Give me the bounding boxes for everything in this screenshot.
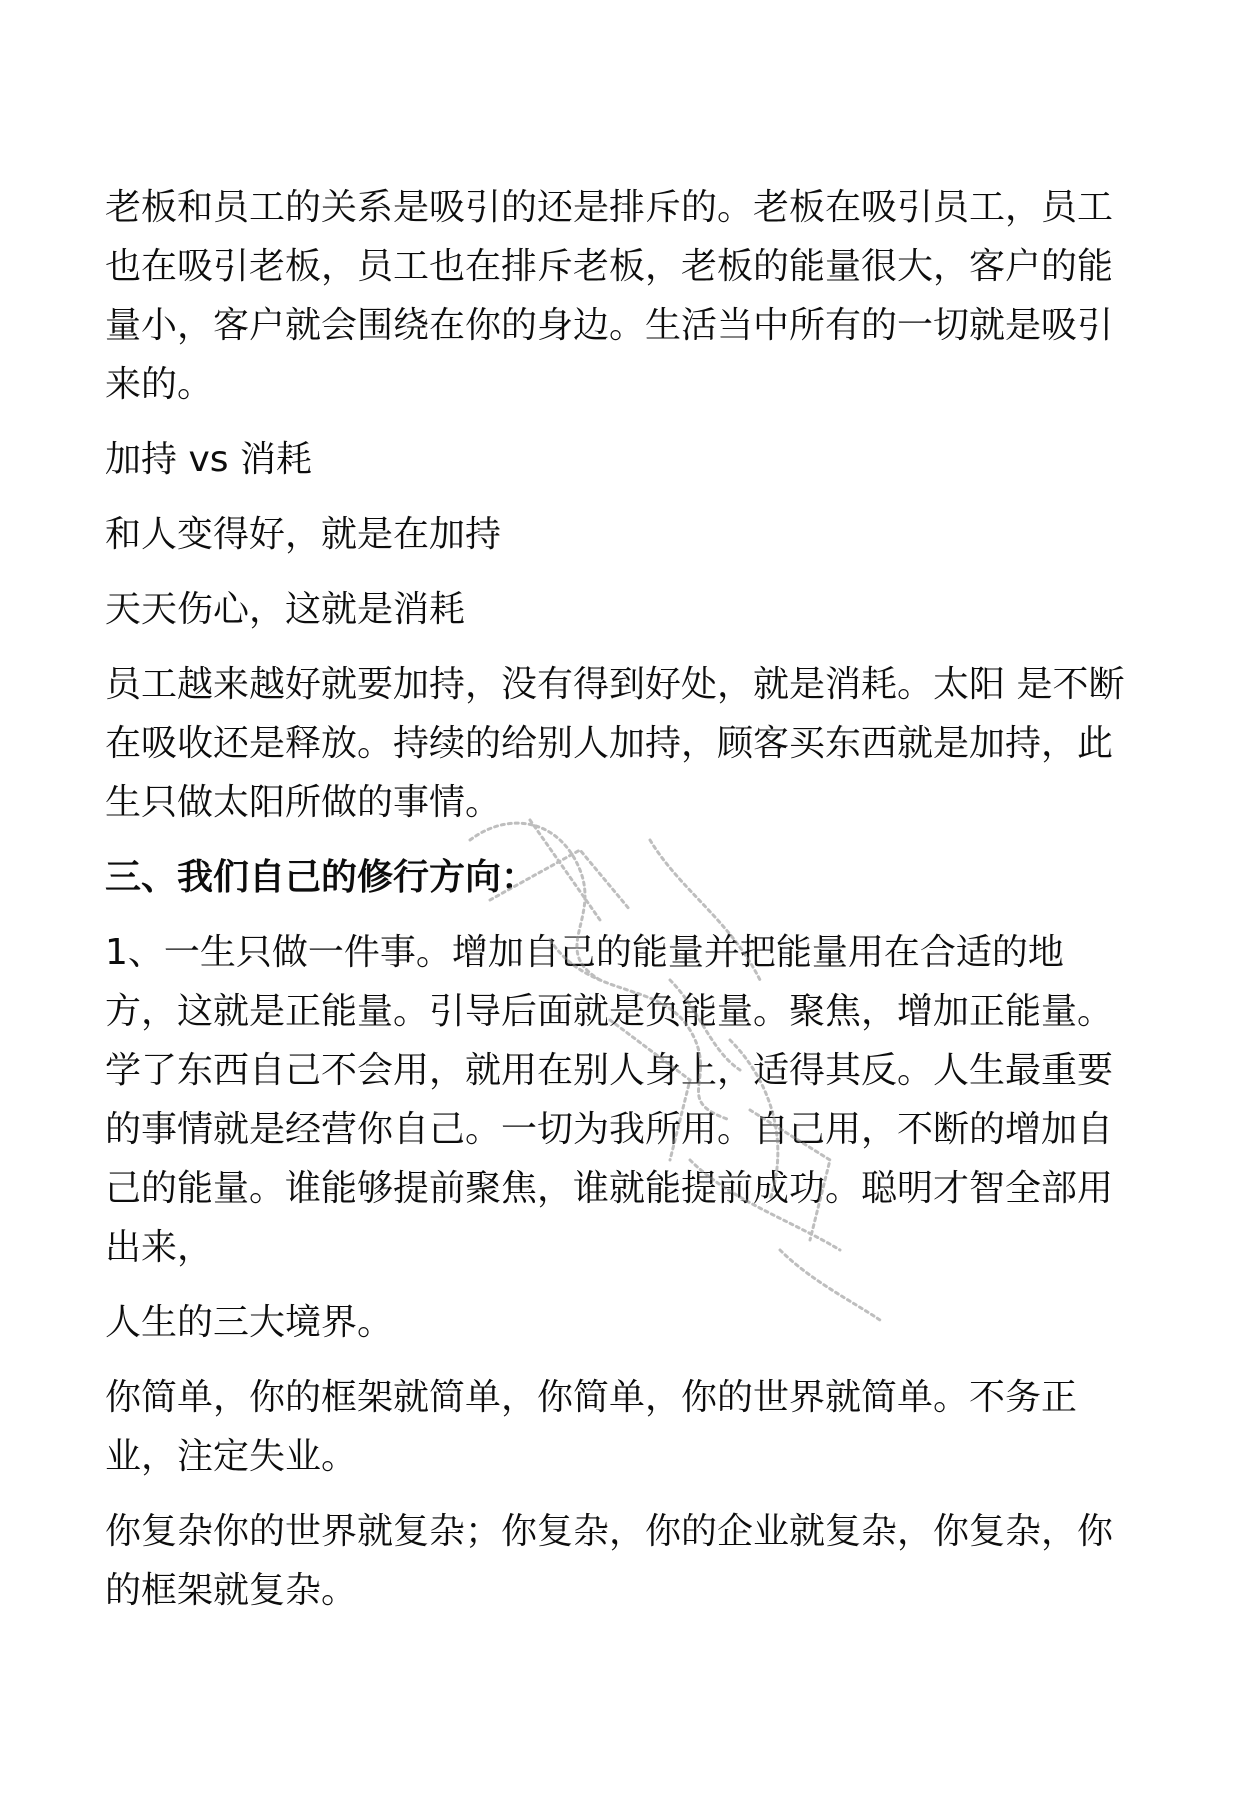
paragraph-three-realms: 人生的三大境界。 xyxy=(105,1302,394,1343)
section-heading: 三、我们自己的修行方向： xyxy=(105,857,538,898)
paragraph-blessing-vs-drain: 加持 vs 消耗 xyxy=(105,439,312,480)
paragraph-drain: 天天伤心，这就是消耗 xyxy=(105,589,466,630)
paragraph-one-thing: 1、一生只做一件事。增加自己的能量并把能量用在合适的地方，这就是正能量。引导后面就是负能量。聚焦，增加正能量。学了东西自己不会用，就用在别人身上，适得其反。人生最重要的事情就是经营你自己。一切为我所用。自己用，不断的增加自己的能量。谁能够提前聚焦，谁就能提前成功。聪明才智全部用出来， xyxy=(105,932,1114,1268)
paragraph-complex: 你复杂你的世界就复杂；你复杂，你的企业就复杂，你复杂，你的框架就复杂。 xyxy=(105,1511,1114,1611)
document-body xyxy=(105,178,1125,1636)
paragraph-simple: 你简单，你的框架就简单，你简单，你的世界就简单。不务正业，注定失业。 xyxy=(105,1377,1078,1477)
paragraph-blessing: 和人变得好，就是在加持 xyxy=(105,514,502,555)
paragraph-sun: 员工越来越好就要加持，没有得到好处，就是消耗。太阳 是不断在吸收还是释放。持续的给别人加持，顾客买东西就是加持，此生只做太阳所做的事情。 xyxy=(105,664,1125,823)
paragraph-attraction: 老板和员工的关系是吸引的还是排斥的。老板在吸引员工，员工也在吸引老板，员工也在排斥老板，老板的能量很大，客户的能量小，客户就会围绕在你的身边。生活当中所有的一切就是吸引来的。 xyxy=(105,187,1114,405)
